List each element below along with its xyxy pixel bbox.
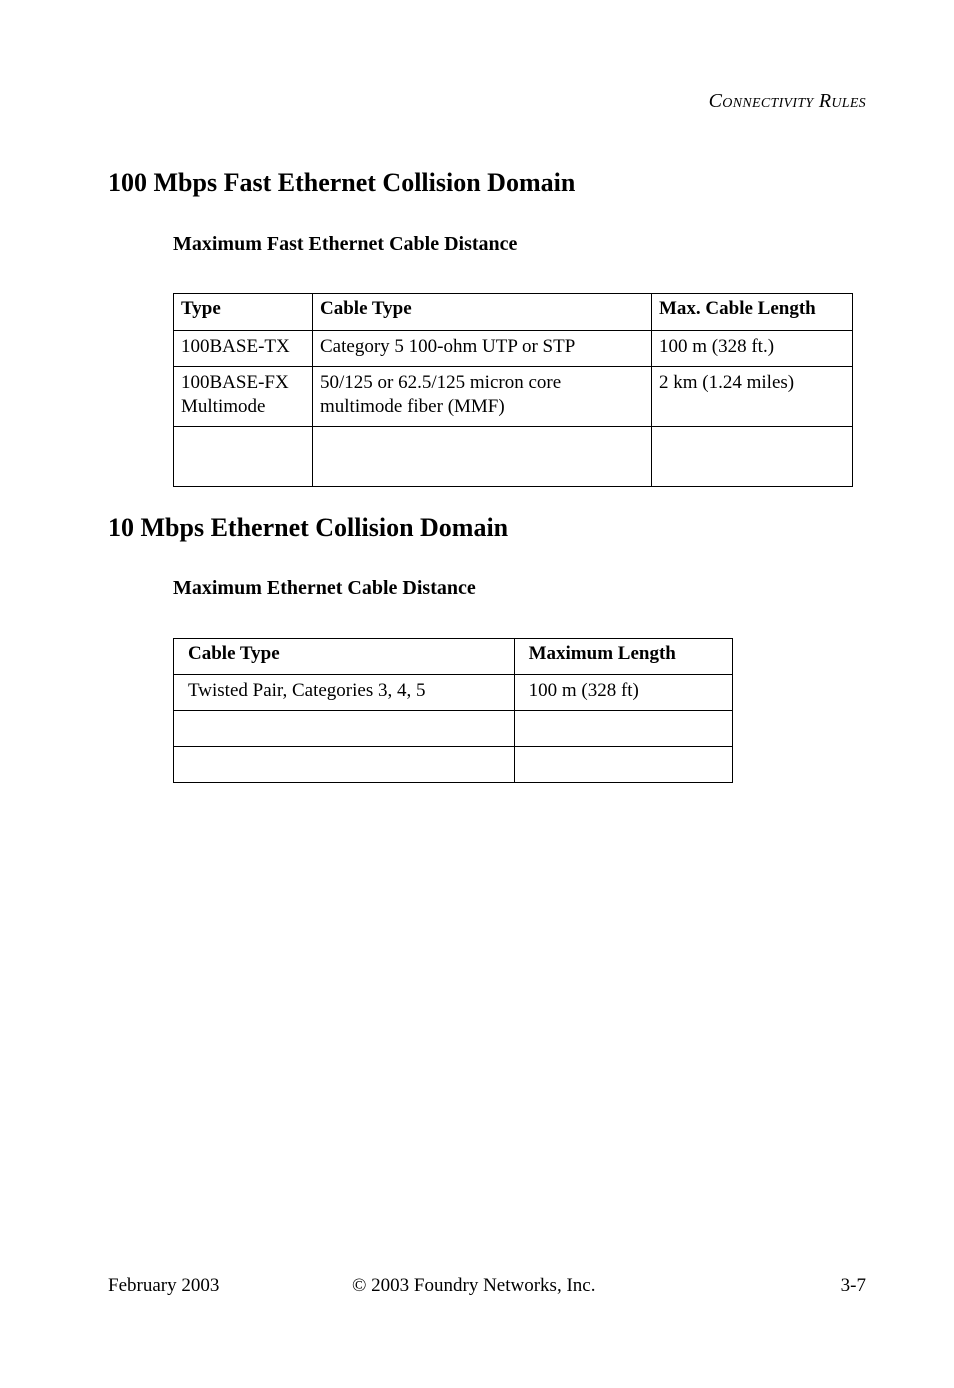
table-cell: Category 5 100-ohm UTP or STP (313, 331, 652, 367)
table-header-row (174, 639, 733, 675)
table-cell: 100BASE-TX (174, 331, 313, 367)
table-cell (174, 711, 515, 747)
table-cell (313, 427, 652, 487)
footer-copyright: © 2003 Foundry Networks, Inc. (352, 1275, 596, 1296)
section-title-fast-ethernet: 100 Mbps Fast Ethernet Collision Domain (108, 168, 576, 197)
table-row (174, 331, 853, 367)
column-header: Cable Type (174, 639, 515, 675)
table-cell (174, 427, 313, 487)
column-header: Cable Type (313, 294, 652, 331)
table-row (174, 367, 853, 427)
table-row (174, 427, 853, 487)
section-title-ethernet: 10 Mbps Ethernet Collision Domain (108, 513, 509, 542)
footer-page-number: 3-7 (840, 1275, 866, 1296)
table-cell (514, 711, 732, 747)
column-header: Type (174, 294, 313, 331)
table-cell (514, 747, 732, 783)
footer-date: February 2003 (108, 1275, 220, 1296)
table-cell: 2 km (1.24 miles) (652, 367, 853, 427)
table-header-row (174, 294, 853, 331)
running-header: Connectivity Rules (708, 90, 866, 112)
column-header: Maximum Length (514, 639, 732, 675)
table-cell (652, 427, 853, 487)
column-header: Max. Cable Length (652, 294, 853, 331)
table-title-ethernet: Maximum Ethernet Cable Distance (173, 577, 476, 599)
table-cell: 100 m (328 ft.) (652, 331, 853, 367)
fast-ethernet-table (173, 293, 853, 487)
table-title-fast-ethernet: Maximum Fast Ethernet Cable Distance (173, 233, 518, 255)
table-row (174, 747, 733, 783)
table-cell (174, 747, 515, 783)
table-row (174, 711, 733, 747)
table-cell: 100 m (328 ft) (514, 675, 732, 711)
table-cell: 50/125 or 62.5/125 micron core multimode fiber (MMF) (313, 367, 652, 427)
table-cell: Twisted Pair, Categories 3, 4, 5 (174, 675, 515, 711)
table-cell: 100BASE-FX Multimode (174, 367, 313, 427)
ethernet-table (173, 638, 733, 783)
table-row (174, 675, 733, 711)
